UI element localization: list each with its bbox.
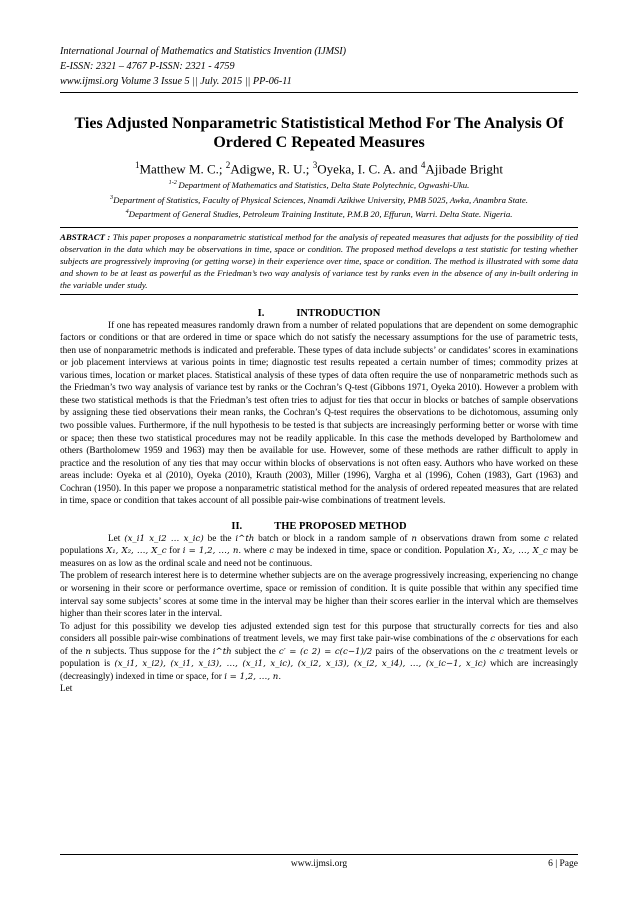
math: c bbox=[544, 533, 549, 544]
affiliation-sup: 4 bbox=[125, 209, 129, 216]
math: c′ = (c 2) = c(c−1)/2 bbox=[278, 646, 373, 657]
page-footer bbox=[60, 854, 578, 869]
paragraph bbox=[60, 621, 578, 684]
text-run: observations for each of the bbox=[60, 634, 578, 657]
paper-page bbox=[60, 44, 578, 696]
issn-line: E-ISSN: 2321 – 4767 P-ISSN: 2321 - 4759 bbox=[60, 61, 235, 72]
affiliation-text: Department of Statistics, Faculty of Physical Sciences, Nnamdi Azikiwe University, PMB 5025, Awka, Anambra State. bbox=[113, 194, 528, 205]
text-run: batch or block in a random sample of bbox=[254, 533, 412, 544]
journal-header bbox=[60, 44, 578, 89]
math: n bbox=[85, 646, 91, 657]
author-list bbox=[60, 160, 578, 177]
affiliation bbox=[60, 177, 578, 191]
math: (x_i1, x_i2), (x_i1, x_i3), …, (x_i1, x_ic), (x_i2, x_i3), (x_i2, x_i4), …, (x_ic−1, x_ic) bbox=[114, 659, 486, 670]
section-title: INTRODUCTION bbox=[296, 307, 381, 319]
math: c bbox=[499, 646, 504, 657]
paragraph bbox=[60, 533, 578, 571]
footer-url[interactable]: www.ijmsi.org bbox=[290, 859, 348, 869]
section-number: I. bbox=[257, 307, 265, 319]
abstract bbox=[60, 227, 578, 295]
affiliation-text: Department of Mathematics and Statistics, Delta State Polytechnic, Ogwashi-Uku. bbox=[178, 180, 470, 191]
abstract-label: ABSTRACT : bbox=[60, 231, 113, 242]
math: X₁, X₂, …, X_c bbox=[106, 546, 167, 557]
affiliations bbox=[60, 177, 578, 220]
math: c bbox=[490, 634, 496, 645]
math: X₁, X₂, …, X_c bbox=[487, 546, 548, 557]
text-run: To adjust for this possibility we develop ties adjusted extended sign test for this purpose that structurally corrects for ties and also considers all possible pair-wise combinations of treatment levels, we may first take pair-wise combinations of the bbox=[60, 621, 578, 645]
math: c bbox=[269, 546, 275, 557]
author-sup: 3 bbox=[312, 160, 318, 170]
math: (x_i1 x_i2 … x_ic) bbox=[124, 533, 204, 544]
text-run: which are increasingly (decreasingly) indexed in time or space, for bbox=[60, 659, 579, 682]
header-rule bbox=[60, 92, 578, 93]
abstract-text: This paper proposes a nonparametric statistical method for the analysis of repeated measures that adjusts for the possibility of tied observation in the data which may be observations in time, space or condition. The proposed method develops a test statistic for testing whether subjects are progressively improving (or getting worse) in their experience over time, space or condition. The method is illustrated with some data and shown to be at least as powerful as the Friedman’s two way analysis of variance test by ranks even in the absence of any in-built ordering in the variable under study. bbox=[60, 231, 578, 291]
text-run: for bbox=[166, 546, 183, 557]
text-run: subject the bbox=[231, 646, 279, 657]
paragraph: Let bbox=[60, 684, 73, 695]
author-name: Adigwe, R. U.; bbox=[230, 161, 313, 177]
math: i = 1,2, …, n. bbox=[224, 671, 282, 682]
text-run: treatment levels or population is bbox=[60, 646, 578, 670]
section-title: THE PROPOSED METHOD bbox=[274, 520, 407, 532]
text-run: Let bbox=[108, 533, 125, 544]
text-run: may be measures on as low as the ordinal scale and need not be continuous. bbox=[60, 546, 578, 569]
paragraph: The problem of research interest here is to determine whether subjects are on the average progressively increasing, experiencing no change or worsening in their score or performance overtime, space or remission of condition. It is quite possible that within any specified time interval say some subjects’ scores at some time in the interval may be higher than their scores earlier in the interval which are themselves higher than their scores later in the interval. bbox=[60, 571, 578, 620]
author-sup: 1 bbox=[134, 160, 140, 170]
section-heading-introduction bbox=[60, 307, 578, 320]
text-run: related populations bbox=[60, 533, 578, 557]
affiliation-sup: 3 bbox=[110, 194, 114, 201]
author-sup: 2 bbox=[225, 160, 231, 170]
math: i^th bbox=[235, 533, 255, 544]
page-number: 6 | Page bbox=[548, 859, 578, 869]
affiliation-sup: 1-2 bbox=[168, 180, 179, 187]
text-run: be the bbox=[203, 533, 236, 544]
text-run: where bbox=[241, 546, 270, 557]
method-body bbox=[60, 533, 578, 696]
journal-name: International Journal of Mathematics and Statistics Invention (IJMSI) bbox=[60, 46, 347, 57]
affiliation bbox=[60, 192, 578, 206]
introduction-body bbox=[60, 320, 578, 508]
paragraph: If one has repeated measures randomly drawn from a number of related populations that are dependent on some demographic factors or conditions or that are ordered in time or space which do not satisfy the necessary assumptions for the use of parametric tests, then use of nonparametric methods is indicated and preferable. These types of data include subjects’ or candidates’ scores in examinations or job placement interviews at various points in time; diagnostic test results repeated a certain number of times; commodity prizes at various times, location or market places. Statistical analysis of these types of data often require the use of nonparametric methods such as the Friedman’s two way analysis of variance test by ranks or the Cochran’s Q-test (Gibbons 1971, Oyeka 2010). However a problem with these two statistical methods is that the Friedman’s test often tries to adjust for ties that occur in blocks or batches of sample observations by assigning these tied observations their mean ranks, the Cochran’s Q-test requires the observations to be dichotomous, assuming only two possible values. Furthermore, if the null hypothesis to be tested is that subjects are increasingly performing better or worse with time or space; then these two statistical procedures may not be readily applicable. In this case the methods developed by Bartholomew and others (Bartholomew 1959 and 1963) may then be available for use. However, some of these methods are rather difficult to apply in practice and the resolution of any ties that may occur within blocks of observations is not often easy. Authors who have worked on these areas include: Oyeka et al (2010), Oyeka (2010), Krauth (2003), Miller (1996), Vargha et al (1996), Cohen (1983), Gart (1963) and Cochran (1950). In this paper we propose a nonparametric statistical method for the analysis of ordered repeated measures that are related in time, space or condition that takes account of all possible pair-wise combinations of treatment levels. bbox=[60, 320, 578, 507]
math: n bbox=[411, 533, 417, 544]
author-name: Oyeka, I. C. A. and bbox=[317, 161, 421, 177]
volume-line: www.ijmsi.org Volume 3 Issue 5 || July. 2015 || PP-06-11 bbox=[60, 76, 292, 87]
section-heading-method bbox=[60, 520, 578, 533]
text-run: pairs of the observations on the bbox=[372, 646, 500, 657]
text-run: may be indexed in time, space or condition. Population bbox=[274, 546, 488, 557]
section-number: II. bbox=[231, 520, 243, 532]
math: i^th bbox=[212, 646, 232, 657]
affiliation-text: Department of General Studies, Petroleum Training Institute, P.M.B 20, Effurun, Warri. Delta State. Nigeria. bbox=[128, 209, 513, 220]
author-sup: 4 bbox=[420, 160, 426, 170]
paper-title: Ties Adjusted Nonparametric Statististical Method For The Analysis Of Ordered C Repeated Measures bbox=[74, 115, 564, 151]
author-name: Matthew M. C.; bbox=[139, 161, 226, 177]
text-run: observations drawn from some bbox=[416, 533, 545, 544]
math: i = 1,2, …, n. bbox=[182, 546, 242, 557]
affiliation bbox=[60, 206, 578, 220]
text-run: subjects. Thus suppose for the bbox=[90, 646, 213, 657]
author-name: Ajibade Bright bbox=[425, 161, 504, 177]
